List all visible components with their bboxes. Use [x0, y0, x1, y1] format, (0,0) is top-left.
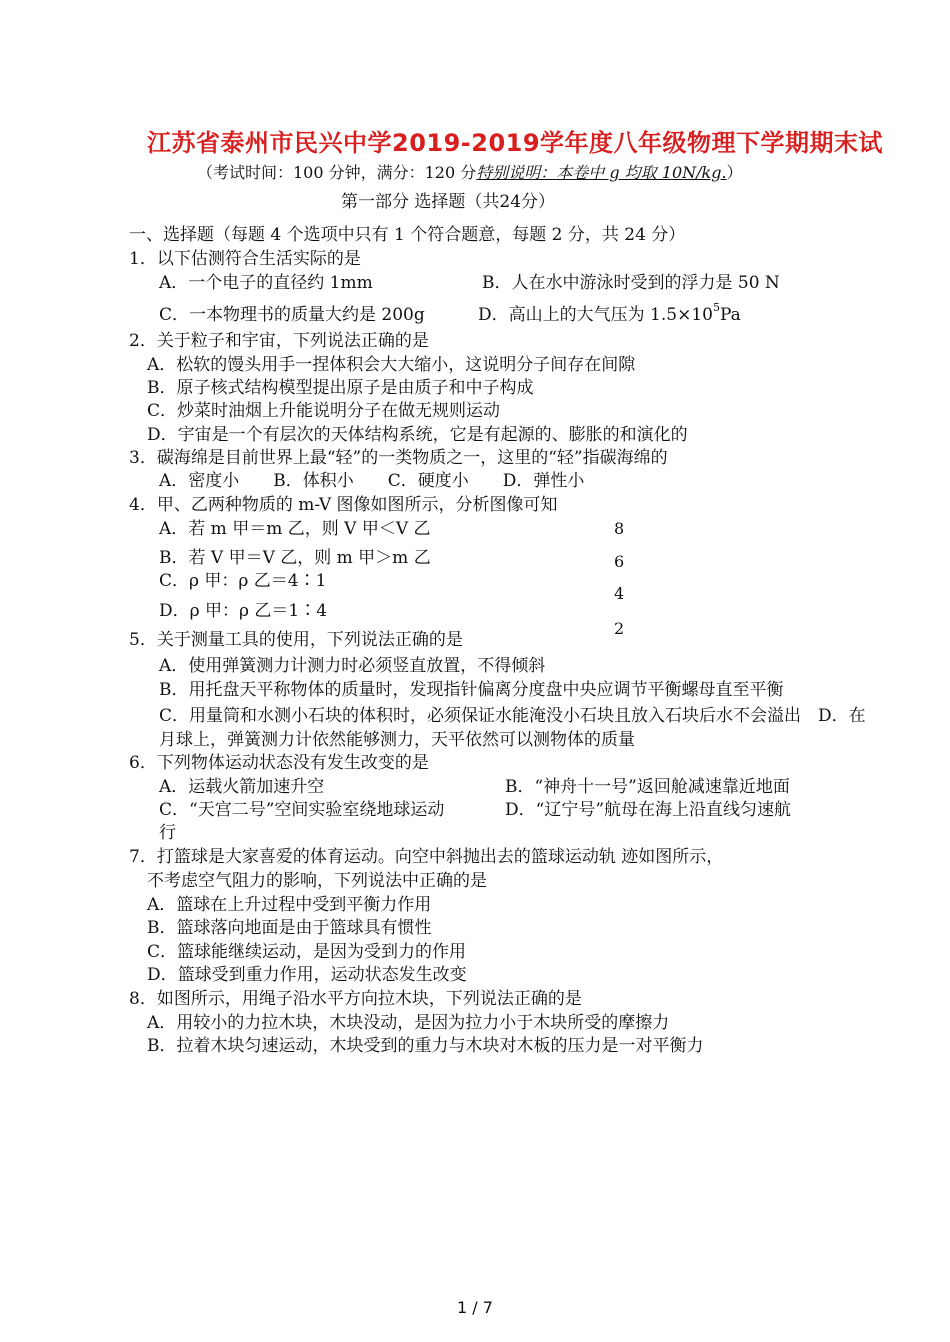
question-5-option-c: C．用量筒和水测小石块的体积时，必须保证水能淹没小石块且放入石块后水不会溢出 D．在 — [159, 706, 866, 726]
question-6-option-c: C．“天宫二号”空间实验室绕地球运动 — [159, 800, 445, 820]
question-5-stem: 5．关于测量工具的使用，下列说法正确的是 — [129, 630, 463, 650]
question-4-option-b: B．若 V 甲＝V 乙，则 m 甲＞m 乙 — [159, 548, 431, 568]
question-7-option-d: D．篮球受到重力作用，运动状态发生改变 — [147, 965, 467, 985]
question-5-option-d: 月球上，弹簧测力计依然能够测力，天平依然可以测物体的质量 — [159, 730, 635, 750]
question-4-stem: 4．甲、乙两种物质的 m-V 图像如图所示，分析图像可知 — [129, 495, 558, 515]
graph-axis-tick-2: 2 — [614, 619, 625, 638]
question-4-option-c: C．ρ 甲：ρ 乙＝4∶1 — [159, 571, 327, 591]
question-7-stem-cont: 不考虑空气阻力的影响，下列说法中正确的是 — [147, 871, 487, 891]
question-5-option-b: B．用托盘天平称物体的质量时，发现指针偏离分度盘中央应调节平衡螺母直至平衡 — [159, 680, 784, 700]
question-6-stem: 6．下列物体运动状态没有发生改变的是 — [129, 753, 429, 773]
question-2-option-c: C．炒菜时油烟上升能说明分子在做无规则运动 — [147, 401, 501, 421]
exam-info-close: ） — [726, 163, 743, 182]
question-4-option-a: A．若 m 甲＝m 乙，则 V 甲＜V 乙 — [159, 519, 431, 539]
question-2-stem: 2．关于粒子和宇宙，下列说法正确的是 — [129, 331, 429, 351]
question-3-stem: 3．碳海绵是目前世界上最“轻”的一类物质之一，这里的“轻”指碳海绵的 — [129, 448, 668, 468]
question-1-option-c: C．一本物理书的质量大约是 200g — [159, 305, 425, 325]
question-1-option-b: B．人在水中游泳时受到的浮力是 50 N — [482, 273, 780, 293]
question-7-stem: 7．打篮球是大家喜爱的体育运动。向空中斜抛出去的篮球运动轨 迹如图所示， — [129, 847, 724, 867]
question-7-option-c: C．篮球能继续运动，是因为受到力的作用 — [147, 942, 467, 962]
question-8-option-a: A．用较小的力拉木块，木块没动，是因为拉力小于木块所受的摩擦力 — [147, 1013, 670, 1033]
question-6-option-d-cont: 行 — [159, 823, 176, 843]
question-1-option-a: A．一个电子的直径约 1mm — [159, 273, 373, 293]
question-2-option-a: A．松软的馒头用手一捏体积会大大缩小，这说明分子间存在间隙 — [147, 355, 636, 375]
document-title: 江苏省泰州市民兴中学2019-2019学年度八年级物理下学期期末试 — [147, 129, 884, 157]
question-6-option-a: A．运载火箭加速升空 — [159, 777, 325, 797]
exam-info-time: （考试时间：100 分钟，满分：120 分 — [197, 163, 477, 182]
question-1-option-d-unit: Pa — [719, 305, 741, 325]
question-1-stem: 1．以下估测符合生活实际的是 — [129, 249, 361, 269]
graph-axis-tick-4: 4 — [614, 584, 625, 603]
question-3-options: A．密度小 B．体积小 C．硬度小 D．弹性小 — [159, 471, 585, 491]
exam-info-note: 特别说明：本卷中 g 均取 10N/kg. — [476, 163, 727, 182]
graph-axis-tick-6: 6 — [614, 552, 625, 571]
part-heading: 第一部分 选择题（共24分） — [341, 192, 556, 212]
question-1-option-d — [478, 301, 741, 326]
page-number: 1 / 7 — [457, 1298, 493, 1317]
question-7-option-b: B．篮球落向地面是由于篮球具有惯性 — [147, 918, 432, 938]
question-6-option-b: B．“神舟十一号”返回舱减速靠近地面 — [505, 777, 790, 797]
question-1-option-d-exponent: 5 — [712, 301, 720, 315]
question-5-option-a: A．使用弹簧测力计测力时必须竖直放置，不得倾斜 — [159, 656, 546, 676]
question-8-option-b: B．拉着木块匀速运动，木块受到的重力与木块对木板的压力是一对平衡力 — [147, 1036, 704, 1056]
question-2-option-d: D．宇宙是一个有层次的天体结构系统，它是有起源的、膨胀的和演化的 — [147, 425, 688, 445]
question-1-option-d-text: D．高山上的大气压为 1.5×10 — [478, 305, 713, 325]
section-heading: 一、选择题（每题 4 个选项中只有 1 个符合题意，每题 2 分，共 24 分） — [129, 225, 686, 245]
question-2-option-b: B．原子核式结构模型提出原子是由质子和中子构成 — [147, 378, 534, 398]
exam-info — [197, 162, 743, 184]
question-4-option-d: D．ρ 甲：ρ 乙＝1∶4 — [159, 601, 328, 621]
question-7-option-a: A．篮球在上升过程中受到平衡力作用 — [147, 895, 432, 915]
question-8-stem: 8．如图所示，用绳子沿水平方向拉木块，下列说法正确的是 — [129, 989, 582, 1009]
question-6-option-d: D．“辽宁号”航母在海上沿直线匀速航 — [505, 800, 792, 820]
graph-axis-tick-8: 8 — [614, 519, 625, 538]
